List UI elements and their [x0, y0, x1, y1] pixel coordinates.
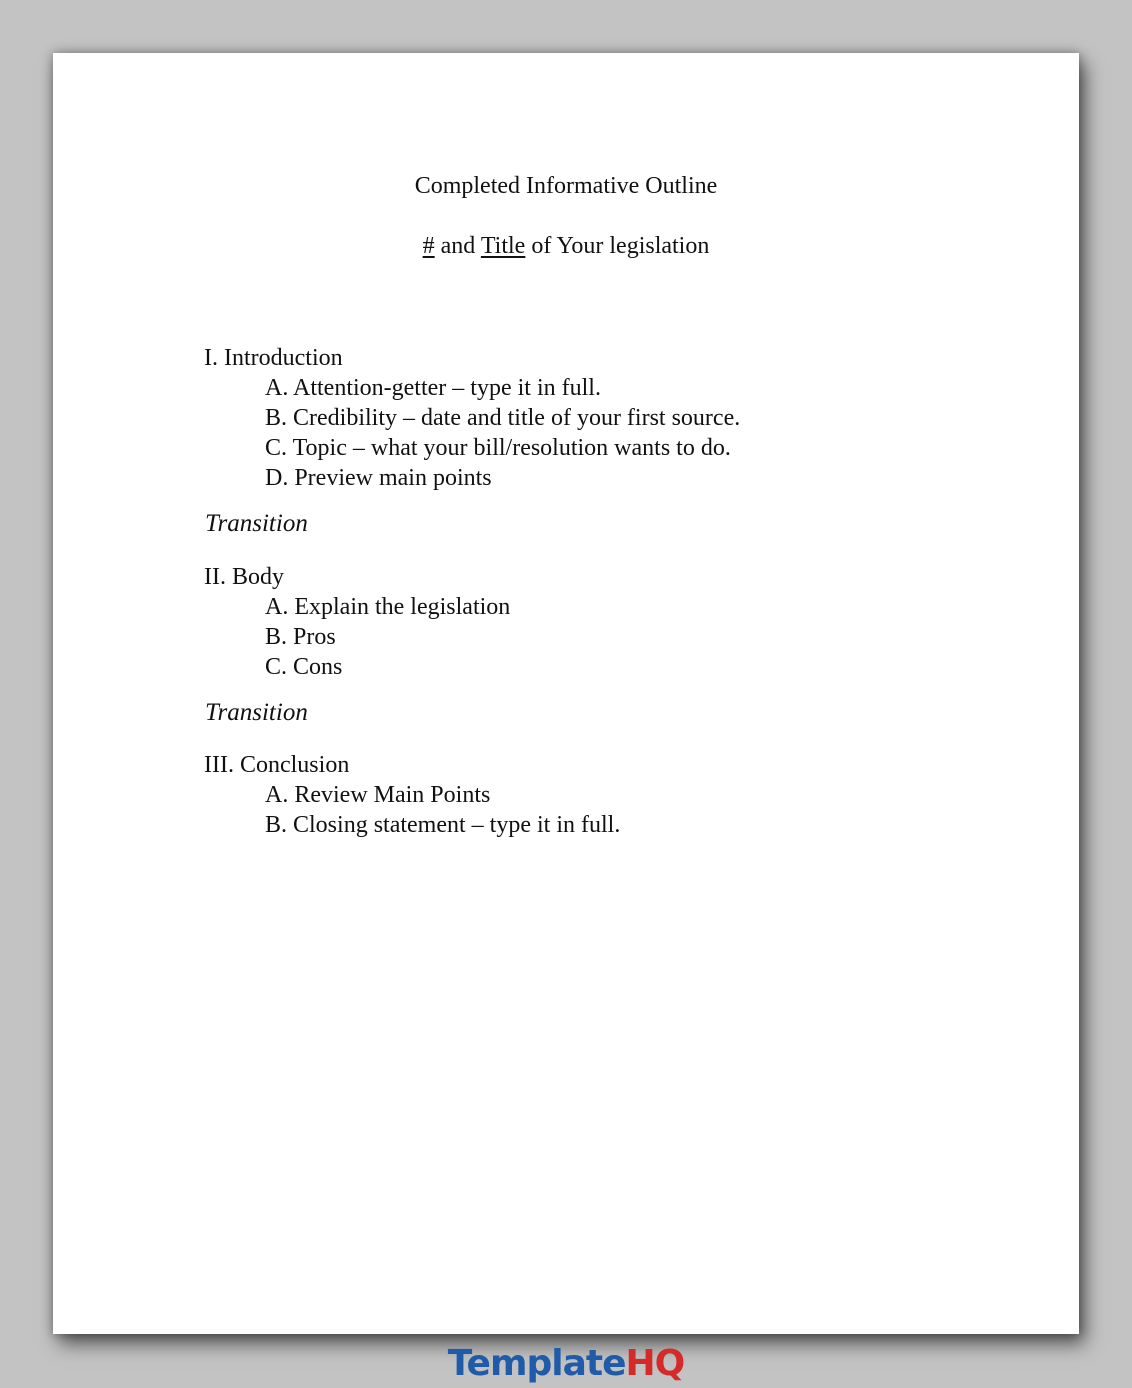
section-heading: I. Introduction: [204, 345, 343, 371]
templatehq-watermark: [0, 1341, 1132, 1387]
section-heading: II. Body: [204, 564, 284, 590]
section-body: [204, 562, 510, 682]
document-title: Completed Informative Outline: [414, 173, 718, 199]
subtitle-connector: and: [434, 233, 481, 259]
outline-item: D. Preview main points: [265, 465, 492, 491]
outline-item: B. Pros: [265, 624, 336, 650]
watermark-template-text: Template: [447, 1343, 626, 1384]
outline-item: A. Explain the legislation: [265, 594, 511, 620]
section-heading: III. Conclusion: [204, 752, 350, 778]
subtitle-number-placeholder: #: [422, 233, 435, 259]
outline-item: B. Credibility – date and title of your first source.: [265, 405, 741, 431]
section-conclusion: [204, 750, 620, 840]
subtitle-rest: of Your legislation: [525, 233, 710, 259]
subtitle-title-placeholder: Title: [480, 233, 526, 259]
document-subtitle: [53, 234, 1079, 258]
transition-label: Transition: [205, 699, 308, 726]
outline-item: C. Cons: [265, 654, 343, 680]
document-page: [53, 53, 1079, 1334]
watermark-hq-text: HQ: [625, 1343, 685, 1384]
outline-item: A. Review Main Points: [265, 782, 491, 808]
transition-label: Transition: [205, 510, 308, 537]
section-introduction: [204, 343, 740, 493]
outline-item: B. Closing statement – type it in full.: [265, 812, 621, 838]
outline-item: A. Attention-getter – type it in full.: [265, 375, 601, 401]
outline-item: C. Topic – what your bill/resolution wants to do.: [265, 435, 731, 461]
